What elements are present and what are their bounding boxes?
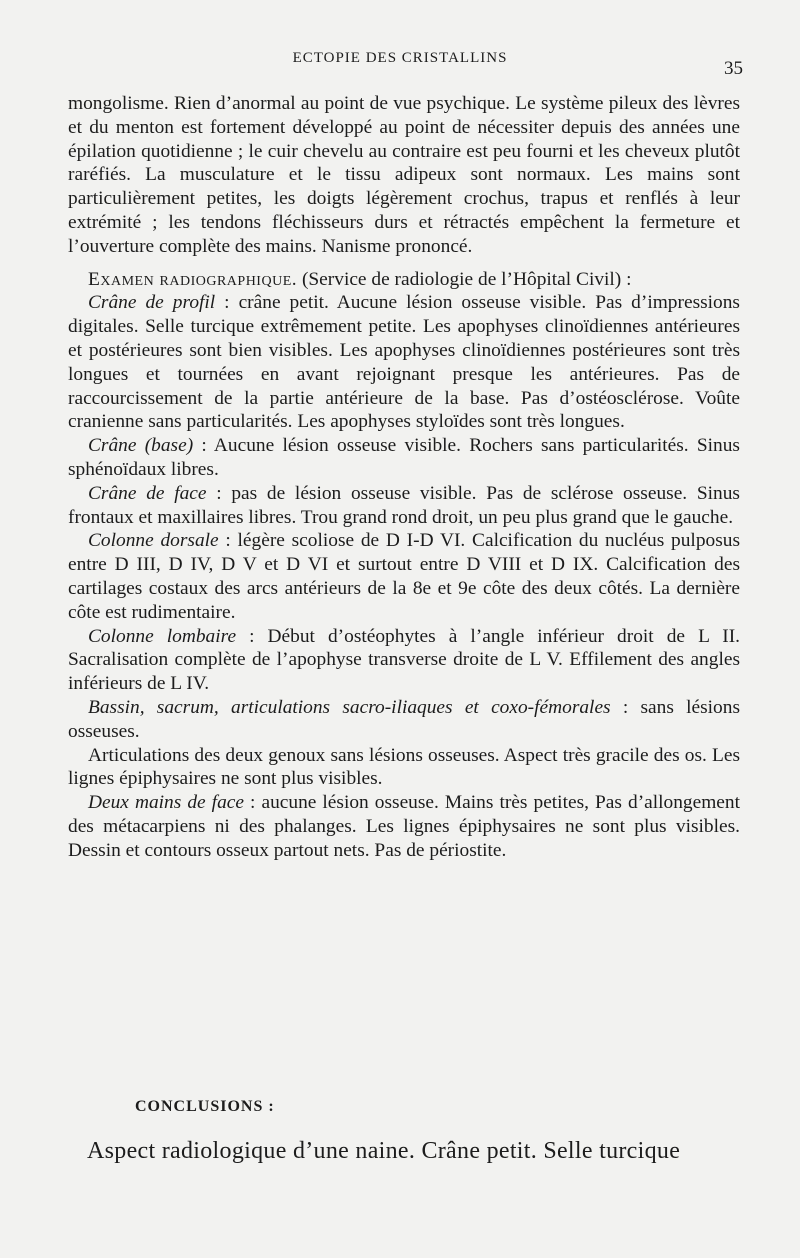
paragraph-bassin bbox=[68, 696, 740, 744]
text-mains: : aucune lésion osseuse. Mains très petites, Pas d’allongement des métacarpiens ni des phalanges. Les lignes épiphysaires ne sont plus visibles. Dessin et contours osseux partout nets. Pas de périostite. bbox=[68, 792, 740, 861]
text-colonne-lombaire: : Début d’ostéophytes à l’angle inférieur droit de L II. Sacralisation complète de l’apophyse transverse droite de L V. Effilement des angles inférieurs de L IV. bbox=[68, 625, 741, 695]
label-crane-face: Crâne de face bbox=[88, 482, 207, 504]
label-colonne-lombaire: Colonne lombaire bbox=[88, 625, 237, 647]
label-crane-profil: Crâne de profil bbox=[88, 292, 216, 314]
paragraph-mongolisme: mongolisme. Rien d’anormal au point de vue psychique. Le système pileux des lèvres et du menton est fortement développé au point de nécessiter depuis des années une épilation quotidienne ; le cuir chevelu au contraire est peu fourni et les cheveux plutôt raréfiés. La musculature et le tissu adipeux sont normaux. Les mains sont particulièrement petites, les doigts légèrement crochus, trapus et renflés à leur extrémité ; les tendons fléchisseurs durs et rétractés empêchent la fermeture et l’ouverture complète des mains. Nanisme prononcé. bbox=[68, 93, 740, 257]
paragraph-genoux: Articulations des deux genoux sans lésions osseuses. Aspect très gracile des os. Les lignes épiphysaires ne sont plus visibles. bbox=[68, 744, 740, 790]
paragraph-crane-profil bbox=[68, 291, 740, 434]
text-crane-profil: : crâne petit. Aucune lésion osseuse visible. Pas d’impressions digitales. Selle turcique extrêmement petite. Les apophyses clinoïdiennes antérieures et postérieures sont bien visibles. Les apophyses clinoïdiennes postérieures sont très longues et tournées en avant rejoignant presque les antérieures. Pas de raccourcissement de la partie antérieure de la base. Pas d’ostéosclérose. Voûte cranienne sans particularités. Les apophyses styloïdes sont très longues. bbox=[68, 292, 740, 433]
paragraph-colonne-dorsale bbox=[68, 529, 740, 624]
conclusion-text: Aspect radiologique d’une naine. Crâne petit. Selle turcique bbox=[87, 1138, 681, 1164]
label-colonne-dorsale: Colonne dorsale bbox=[88, 530, 219, 552]
running-head: ECTOPIE DES CRISTALLINS bbox=[292, 50, 508, 66]
label-bassin: Bassin, sacrum, articulations sacro-iliaques et coxo-fémorales bbox=[88, 696, 611, 718]
text-bassin: : sans lésions osseuses. bbox=[68, 696, 740, 742]
label-crane-base: Crâne (base) bbox=[88, 435, 194, 457]
section-label-examen: Examen radiographique. bbox=[88, 268, 298, 290]
text-colonne-dorsale: : légère scoliose de D I-D VI. Calcification du nucléus pulposus entre D III, D IV, D V et D VI et surtout entre D VIII et D IX. Calcification des cartilages costaux des arcs antérieurs de la 8e et 9e côte des deux côtés. La dernière côte est rudimentaire. bbox=[68, 530, 740, 623]
text-crane-base: : Aucune lésion osseuse visible. Rochers sans particularités. Sinus sphénoïdaux libres. bbox=[68, 435, 740, 480]
text-crane-face: : pas de lésion osseuse visible. Pas de sclérose osseuse. Sinus frontaux et maxillaires libres. Trou grand rond droit, un peu plus grand que le gauche. bbox=[68, 482, 740, 528]
paragraph-colonne-lombaire bbox=[68, 625, 740, 696]
paragraph-crane-base bbox=[68, 434, 740, 482]
paragraph-crane-face bbox=[68, 482, 740, 530]
paragraph-examen bbox=[68, 268, 740, 292]
label-mains: Deux mains de face bbox=[88, 792, 244, 814]
page-number: 35 bbox=[724, 58, 743, 79]
examen-text: (Service de radiologie de l’Hôpital Civil) : bbox=[297, 268, 632, 290]
conclusions-heading: CONCLUSIONS : bbox=[135, 1098, 275, 1115]
body-text bbox=[68, 92, 740, 863]
paragraph-mains bbox=[68, 791, 740, 862]
